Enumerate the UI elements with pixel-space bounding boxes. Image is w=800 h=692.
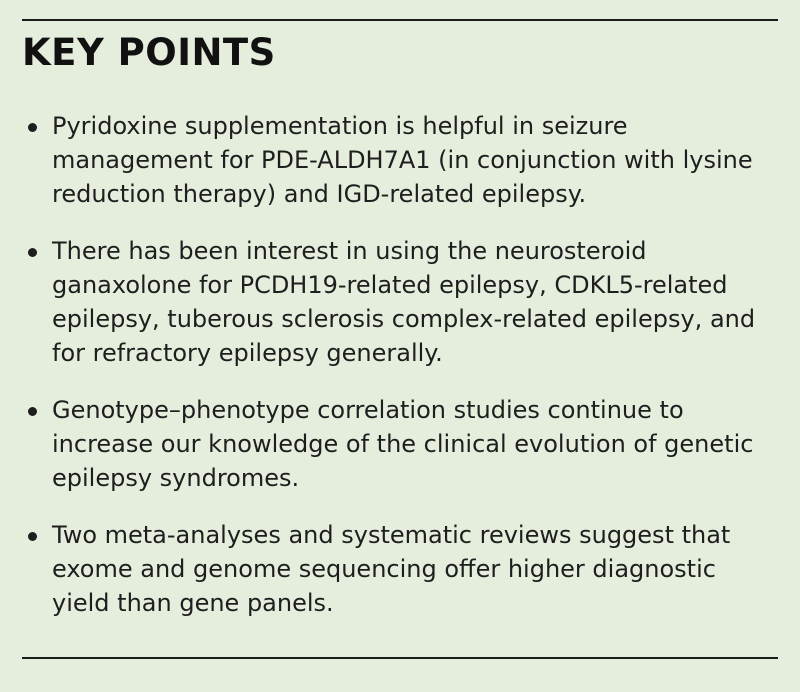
bullet-icon [28,123,37,132]
point-text: Genotype–phenotype correlation studies continue to increase our knowledge of the clinical evolution of genetic epilepsy syndromes. [52,396,754,492]
point-text: Pyridoxine supplementation is helpful in seizure management for PDE-ALDH7A1 (in conjunction with lysine reduction therapy) and IGD-related epilepsy. [52,112,753,208]
box-title: KEY POINTS [22,31,276,74]
list-item [28,109,774,211]
top-rule [22,19,778,21]
bottom-rule [22,657,778,659]
bullet-icon [28,532,37,541]
point-text: There has been interest in using the neurosteroid ganaxolone for PCDH19-related epilepsy, CDKL5-related epilepsy, tuberous sclerosis complex-related epilepsy, and for refractory epilepsy generally. [52,237,756,367]
list-item [28,518,774,620]
bullet-icon [28,248,37,257]
list-item [28,393,774,495]
bullet-icon [28,407,37,416]
point-text: Two meta-analyses and systematic reviews suggest that exome and genome sequencing offer higher diagnostic yield than gene panels. [52,521,731,617]
key-points-list [28,109,774,643]
list-item [28,234,774,370]
